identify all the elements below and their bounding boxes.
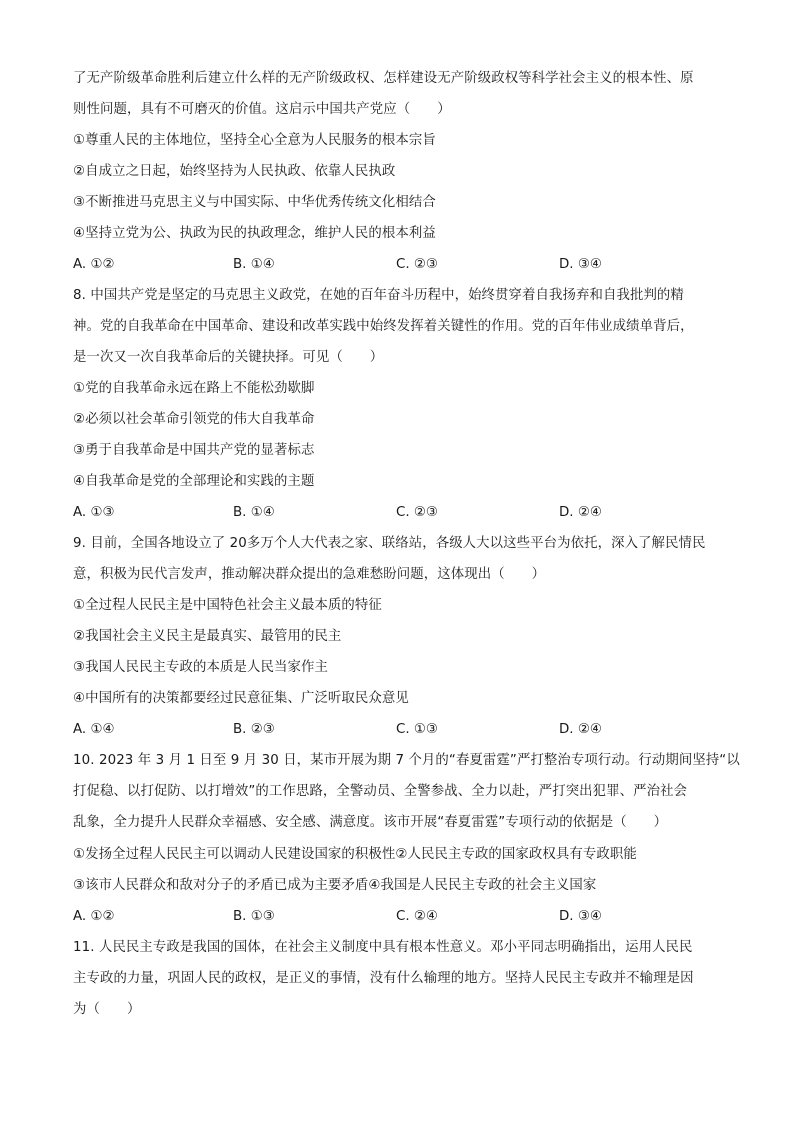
statement-item: ①全过程人民民主是中国特色社会主义最本质的特征 [73, 598, 382, 613]
question-text-line: 了无产阶级革命胜利后建立什么样的无产阶级政权、怎样建设无产阶级政权等科学社会主义的根本性、原 [73, 71, 694, 86]
option-d[interactable]: D. ②④ [559, 722, 602, 737]
answer-options [73, 907, 733, 927]
option-b[interactable]: B. ②③ [233, 722, 275, 737]
option-b[interactable]: B. ①④ [233, 257, 275, 272]
statement-item: ②必须以社会革命引领党的伟大自我革命 [73, 412, 315, 427]
answer-options [73, 720, 733, 740]
option-d[interactable]: D. ③④ [559, 257, 602, 272]
question-text-line: 为（ ） [73, 1002, 141, 1017]
question-text-line: 乱象，全力提升人民群众幸福感、安全感、满意度。该市开展“春夏雷霆”专项行动的依据是（ ） [73, 815, 668, 830]
statement-item: ④自我革命是党的全部理论和实践的主题 [73, 474, 315, 489]
statement-item: ②自成立之日起，始终坚持为人民执政、依靠人民执政 [73, 164, 396, 179]
option-b[interactable]: B. ①④ [233, 505, 275, 520]
statement-item: ①尊重人民的主体地位，坚持全心全意为人民服务的根本宗旨 [73, 133, 436, 148]
answer-options [73, 503, 733, 523]
statement-item: ②我国社会主义民主是最真实、最管用的民主 [73, 629, 342, 644]
question-text-line: 意，积极为民代言发声，推动解决群众提出的急难愁盼问题，这体现出（ ） [73, 567, 546, 582]
statement-item: ③不断推进马克思主义与中国实际、中华优秀传统文化相结合 [73, 195, 436, 210]
question-text-line: 9. 目前，全国各地设立了 20多万个人大代表之家、联络站，各级人大以这些平台为依托，深入了解民情民 [73, 536, 706, 551]
option-a[interactable]: A. ①② [73, 257, 115, 272]
option-a[interactable]: A. ①② [73, 909, 115, 924]
question-text-line: 11. 人民民主专政是我国的国体，在社会主义制度中具有根本性意义。邓小平同志明确指出，运用人民民 [73, 940, 693, 955]
question-text-line: 10. 2023 年 3 月 1 日至 9 月 30 日，某市开展为期 7 个月的“春夏雷霆”严打整治专项行动。行动期间坚持“以 [73, 753, 740, 768]
statement-item: ③该市人民群众和敌对分子的矛盾已成为主要矛盾④我国是人民民主专政的社会主义国家 [73, 878, 597, 893]
question-text-line: 打促稳、以打促防、以打增效”的工作思路，全警动员、全警参战、全力以赴，严打突出犯罪、严治社会 [73, 784, 688, 799]
question-text-line: 是一次又一次自我革命后的关键抉择。可见（ ） [73, 350, 384, 365]
question-text-line: 8. 中国共产党是坚定的马克思主义政党，在她的百年奋斗历程中，始终贯穿着自我扬弃和自我批判的精 [73, 288, 684, 303]
option-a[interactable]: A. ①③ [73, 505, 115, 520]
statement-item: ③我国人民民主专政的本质是人民当家作主 [73, 660, 328, 675]
option-b[interactable]: B. ①③ [233, 909, 275, 924]
option-c[interactable]: C. ②③ [396, 257, 438, 272]
option-d[interactable]: D. ②④ [559, 505, 602, 520]
statement-item: ④坚持立党为公、执政为民的执政理念，维护人民的根本利益 [73, 226, 436, 241]
answer-options [73, 255, 733, 275]
option-c[interactable]: C. ②③ [396, 505, 438, 520]
question-text-line: 神。党的自我革命在中国革命、建设和改革实践中始终发挥着关键性的作用。党的百年伟业成绩单背后， [73, 319, 694, 334]
question-text-line: 则性问题，具有不可磨灭的价值。这启示中国共产党应（ ） [73, 102, 451, 117]
option-c[interactable]: C. ①③ [396, 722, 438, 737]
statement-item: ①党的自我革命永远在路上不能松劲歇脚 [73, 381, 315, 396]
statement-item: ③勇于自我革命是中国共产党的显著标志 [73, 443, 315, 458]
statement-item: ①发扬全过程人民民主可以调动人民建设国家的积极性②人民民主专政的国家政权具有专政职能 [73, 847, 637, 862]
statement-item: ④中国所有的决策都要经过民意征集、广泛听取民众意见 [73, 691, 409, 706]
option-d[interactable]: D. ③④ [559, 909, 602, 924]
option-c[interactable]: C. ②④ [396, 909, 438, 924]
option-a[interactable]: A. ①④ [73, 722, 115, 737]
question-text-line: 主专政的力量，巩固人民的政权，是正义的事情，没有什么输理的地方。坚持人民民主专政并不输理是因 [73, 971, 694, 986]
